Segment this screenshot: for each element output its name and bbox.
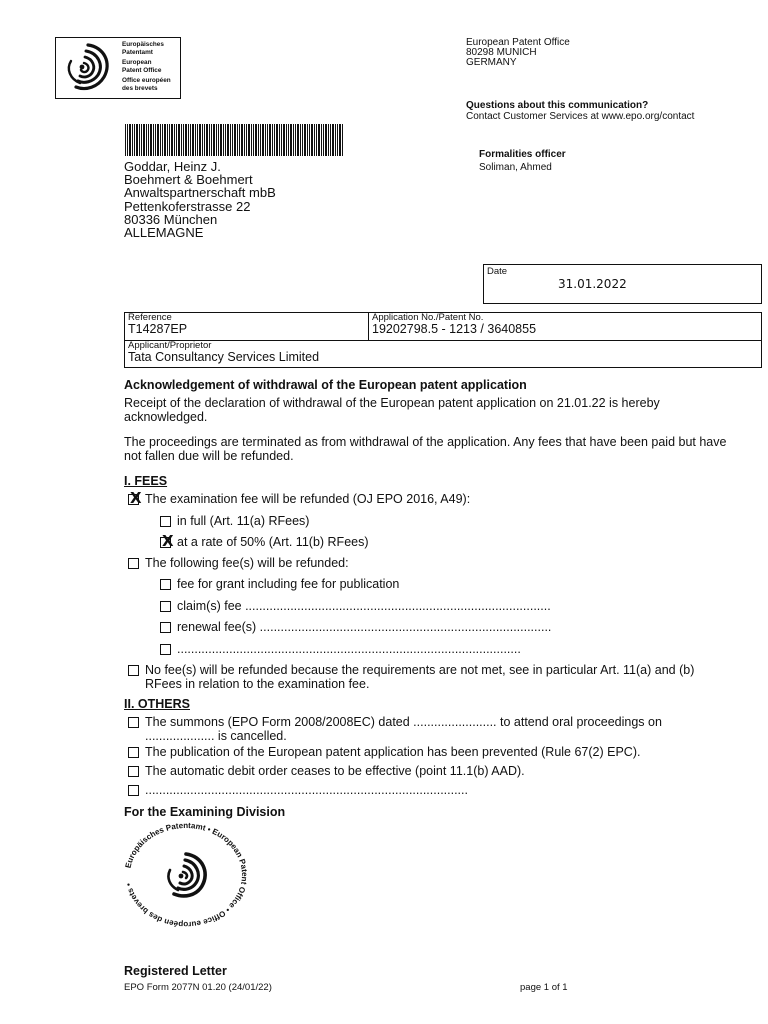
barcode-bar (204, 124, 205, 156)
checkbox[interactable] (128, 665, 139, 676)
checkbox[interactable] (128, 747, 139, 758)
check-mark-icon: X (130, 489, 142, 507)
form-number: EPO Form 2077N 01.20 (24/01/22) (124, 982, 272, 993)
checkbox-row-claims (160, 600, 551, 614)
checkbox[interactable] (160, 622, 171, 633)
formalities-heading: Formalities officer (479, 149, 566, 160)
table-divider (124, 340, 762, 341)
barcode-bar (132, 124, 133, 156)
barcode-bar (302, 124, 303, 156)
application-label: Application No./Patent No. (372, 312, 484, 323)
addressee-line: Pettenkoferstrasse 22 (124, 198, 251, 214)
barcode-bar (176, 124, 177, 156)
checkbox-label: fee for grant including fee for publication (177, 577, 400, 591)
checkbox-row-blank-fee (160, 643, 521, 657)
checkbox[interactable] (128, 785, 139, 796)
barcode-bar (332, 124, 334, 156)
applicant-value: Tata Consultancy Services Limited (128, 350, 320, 364)
reference-value: T14287EP (128, 322, 188, 336)
checkbox-row-rate50 (160, 532, 369, 550)
checkbox-row-in-full (160, 515, 309, 529)
barcode-bar (155, 124, 156, 156)
barcode-bar (316, 124, 317, 156)
barcode-bar (293, 124, 294, 156)
barcode-bar (337, 124, 338, 156)
questions-contact: Contact Customer Services at www.epo.org/contact (466, 111, 695, 122)
barcode-bar (148, 124, 149, 156)
barcode-bar (223, 124, 224, 156)
barcode-bar (136, 124, 138, 156)
barcode-bar (342, 124, 343, 156)
checkbox-row-summons (128, 716, 708, 743)
addressee-line: Boehmert & Boehmert (124, 172, 253, 188)
barcode-bar (190, 124, 191, 156)
barcode-bar (174, 124, 175, 156)
barcode-bar (274, 124, 275, 156)
checkbox-label: No fee(s) will be refunded because the requirements are not met, see in particular Art. 11(a) and (b) RFees in relation to the examination fee. (145, 663, 695, 691)
date-label: Date (487, 266, 508, 277)
barcode-bar (146, 124, 147, 156)
checkbox-row-grant (160, 578, 399, 592)
addressee-line: 80336 München (124, 211, 218, 227)
barcode-bar (265, 124, 266, 156)
checkbox-row-debit (128, 765, 525, 779)
barcode-bar (286, 124, 287, 156)
logo-line-en1: European (122, 59, 152, 67)
barcode-bar (300, 124, 301, 156)
barcode-bar (230, 124, 231, 156)
barcode-bar (139, 124, 140, 156)
examining-division: For the Examining Division (124, 805, 286, 819)
checkbox[interactable] (160, 579, 171, 590)
barcode-bar (129, 124, 131, 156)
registered-letter: Registered Letter (124, 964, 227, 978)
barcode-bar (244, 124, 245, 156)
barcode-bar (318, 124, 320, 156)
barcode-bar (241, 124, 243, 156)
barcode-bar (213, 124, 215, 156)
barcode-bar (195, 124, 196, 156)
barcode-bar (267, 124, 268, 156)
barcode-bar (297, 124, 299, 156)
barcode-bar (211, 124, 212, 156)
office-name: European Patent Office (466, 37, 570, 48)
barcode-bar (295, 124, 296, 156)
barcode-bar (321, 124, 322, 156)
checkbox[interactable] (160, 532, 174, 550)
barcode-bar (248, 124, 250, 156)
document-title: Acknowledgement of withdrawal of the European patent application (124, 378, 527, 392)
checkbox[interactable] (128, 489, 142, 507)
barcode-bar (160, 124, 161, 156)
barcode-bar (232, 124, 233, 156)
official-seal (120, 818, 252, 932)
barcode-bar (239, 124, 240, 156)
barcode-bar (192, 124, 194, 156)
barcode-bar (330, 124, 331, 156)
barcode-bar (157, 124, 159, 156)
barcode-bar (227, 124, 229, 156)
barcode-bar (279, 124, 280, 156)
seal-logo-icon (168, 854, 205, 896)
addressee-line: Anwaltspartnerschaft mbB (124, 185, 276, 201)
checkbox-label: ............................................................................................. (145, 783, 468, 797)
barcode-bar (283, 124, 285, 156)
barcode-bar (199, 124, 201, 156)
questions-block (466, 100, 694, 122)
barcode-bar (323, 124, 324, 156)
office-country: GERMANY (466, 57, 517, 68)
checkbox[interactable] (160, 516, 171, 527)
barcode-bar (125, 124, 126, 156)
checkbox[interactable] (160, 644, 171, 655)
barcode-bar (171, 124, 173, 156)
barcode-bar (314, 124, 315, 156)
barcode-bar (218, 124, 219, 156)
barcode-bar (185, 124, 187, 156)
barcode-bar (237, 124, 238, 156)
checkbox-label: The summons (EPO Form 2008/2008EC) dated ........................ to attend oral proceedings on .................... is cancelled. (145, 715, 662, 743)
barcode-bar (206, 124, 208, 156)
barcode-bar (307, 124, 308, 156)
barcode-bar (183, 124, 184, 156)
table-divider (368, 312, 369, 340)
office-address (466, 38, 570, 68)
barcode-bar (304, 124, 306, 156)
application-value: 19202798.5 - 1213 / 3640855 (372, 322, 537, 336)
formalities-block (479, 148, 566, 174)
barcode-bar (162, 124, 163, 156)
barcode-bar (127, 124, 128, 156)
checkbox[interactable] (128, 766, 139, 777)
barcode-bar (143, 124, 145, 156)
barcode-bar (288, 124, 289, 156)
checkbox[interactable] (160, 601, 171, 612)
barcode-bar (251, 124, 252, 156)
checkbox-label: The following fee(s) will be refunded: (145, 556, 349, 570)
barcode-bar (164, 124, 166, 156)
barcode-bar (311, 124, 313, 156)
barcode-bar (260, 124, 261, 156)
barcode-bar (253, 124, 254, 156)
barcode-bar (276, 124, 278, 156)
logo-line-en2: Patent Office (122, 66, 162, 74)
checkbox-row-blank-other (128, 784, 468, 798)
barcode-bar (290, 124, 292, 156)
barcode-bar (309, 124, 310, 156)
barcode-bar (150, 124, 152, 156)
logo-line-fr1: Office européen (122, 77, 171, 85)
barcode-bar (167, 124, 168, 156)
checkbox[interactable] (128, 717, 139, 728)
barcode-bar (216, 124, 217, 156)
barcode-bar (255, 124, 257, 156)
barcode-bar (181, 124, 182, 156)
checkbox-label: at a rate of 50% (Art. 11(b) RFees) (177, 535, 369, 549)
reference-label: Reference (128, 312, 172, 323)
barcode-bar (141, 124, 142, 156)
paragraph-proceedings: The proceedings are terminated as from withdrawal of the application. Any fees that have been paid but have not fallen due will be refunded. (124, 435, 727, 463)
barcode-bar (246, 124, 247, 156)
checkbox-row-no-fee (128, 664, 728, 691)
logo-line-de1: Europäisches (122, 41, 164, 48)
addressee-block (124, 160, 276, 239)
barcode-bar (335, 124, 336, 156)
questions-heading: Questions about this communication? (466, 100, 649, 111)
check-mark-icon: X (162, 532, 174, 550)
barcode (125, 124, 345, 156)
checkbox-row-publication (128, 746, 640, 760)
barcode-bar (134, 124, 135, 156)
barcode-bar (258, 124, 259, 156)
office-city: 80298 MUNICH (466, 47, 537, 58)
barcode-bar (328, 124, 329, 156)
addressee-line: Goddar, Heinz J. (124, 159, 221, 174)
barcode-bar (169, 124, 170, 156)
checkbox-label: The publication of the European patent application has been prevented (Rule 67(2) EPC). (145, 745, 641, 759)
barcode-bar (202, 124, 203, 156)
barcode-bar (225, 124, 226, 156)
barcode-bar (188, 124, 189, 156)
barcode-bar (339, 124, 341, 156)
barcode-bar (234, 124, 236, 156)
fees-heading: I. FEES (124, 474, 168, 488)
checkbox-label: The automatic debit order ceases to be effective (point 11.1(b) AAD). (145, 764, 525, 778)
applicant-label: Applicant/Proprietor (128, 340, 212, 351)
checkbox-row-renewal (160, 621, 551, 635)
logo-line-de2: Patentamt (122, 48, 153, 56)
logo-line-fr2: des brevets (122, 84, 158, 92)
checkbox-label: The examination fee will be refunded (OJ EPO 2016, A49): (145, 492, 471, 506)
barcode-bar (178, 124, 180, 156)
epo-logo-icon (58, 39, 118, 97)
paragraph-receipt: Receipt of the declaration of withdrawal of the European patent application on 21.01.22 is hereby acknowledged. (124, 396, 660, 424)
barcode-bar (281, 124, 282, 156)
date-value: 31.01.2022 (558, 277, 627, 291)
barcode-bar (262, 124, 264, 156)
barcode-bar (209, 124, 210, 156)
barcode-bar (153, 124, 154, 156)
barcode-bar (325, 124, 327, 156)
checkbox-label: in full (Art. 11(a) RFees) (177, 514, 310, 528)
formalities-name: Soliman, Ahmed (479, 162, 552, 173)
checkbox-label: claim(s) fee ........................................................................................ (177, 599, 551, 613)
barcode-bar (269, 124, 271, 156)
page-number: page 1 of 1 (520, 982, 568, 993)
checkbox-label: ................................................................................................... (177, 642, 521, 656)
checkbox[interactable] (128, 558, 139, 569)
checkbox-row-exam-fee (128, 489, 471, 507)
barcode-bar (272, 124, 273, 156)
barcode-bar (220, 124, 222, 156)
seal-text: Europäisches Patentamt • European Patent Office • Office européen des brevets • (123, 820, 250, 930)
checkbox-label: renewal fee(s) .................................................................................... (177, 620, 552, 634)
checkbox-row-following (128, 557, 349, 571)
others-heading: II. OTHERS (124, 697, 190, 711)
barcode-bar (197, 124, 198, 156)
logo-wordmark (122, 41, 171, 93)
addressee-line: ALLEMAGNE (124, 225, 204, 241)
